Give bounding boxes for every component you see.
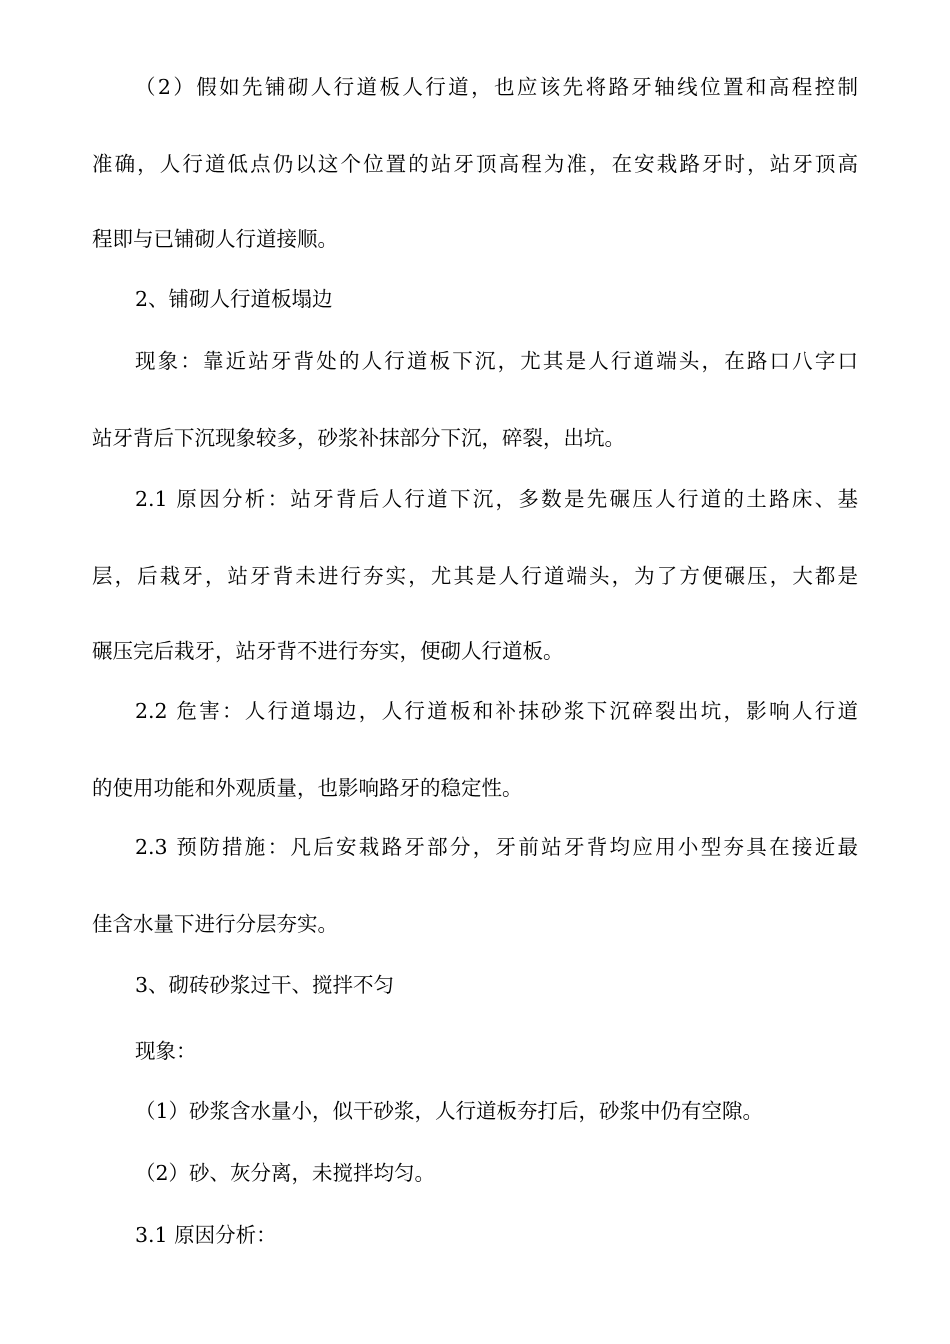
paragraph-line: 3.1 原因分析： [135, 1223, 277, 1247]
paragraph-line: 2.3 预防措施：凡后安栽路牙部分，牙前站牙背均应用小型夯具在接近最 [135, 835, 858, 859]
paragraph-line: 现象：靠近站牙背处的人行道板下沉，尤其是人行道端头，在路口八字口 [135, 349, 858, 373]
paragraph-line: 现象： [135, 1039, 197, 1063]
paragraph-line: （2）砂、灰分离，未搅拌均匀。 [135, 1161, 436, 1185]
section-heading: 2、铺砌人行道板塌边 [135, 287, 333, 311]
section-heading: 3、砌砖砂浆过干、搅拌不匀 [135, 973, 395, 997]
paragraph-line: （2）假如先铺砌人行道板人行道，也应该先将路牙轴线位置和高程控制 [135, 75, 858, 99]
paragraph-line: 2.2 危害：人行道塌边，人行道板和补抹砂浆下沉碎裂出坑，影响人行道 [135, 699, 858, 723]
paragraph-line: 站牙背后下沉现象较多，砂浆补抹部分下沉，碎裂，出坑。 [92, 426, 625, 450]
paragraph-line: 2.1 原因分析：站牙背后人行道下沉，多数是先碾压人行道的土路床、基 [135, 487, 858, 511]
paragraph-line: 碾压完后栽牙，站牙背不进行夯实，便砌人行道板。 [92, 639, 564, 663]
paragraph-line: 程即与已铺砌人行道接顺。 [92, 227, 338, 251]
paragraph-line: 准确，人行道低点仍以这个位置的站牙顶高程为准，在安栽路牙时，站牙顶高 [92, 152, 858, 176]
paragraph-line: （1）砂浆含水量小，似干砂浆，人行道板夯打后，砂浆中仍有空隙。 [135, 1099, 764, 1123]
paragraph-line: 佳含水量下进行分层夯实。 [92, 912, 338, 936]
paragraph-line: 层，后栽牙，站牙背未进行夯实，尤其是人行道端头，为了方便碾压，大都是 [92, 564, 858, 588]
paragraph-line: 的使用功能和外观质量，也影响路牙的稳定性。 [92, 776, 523, 800]
